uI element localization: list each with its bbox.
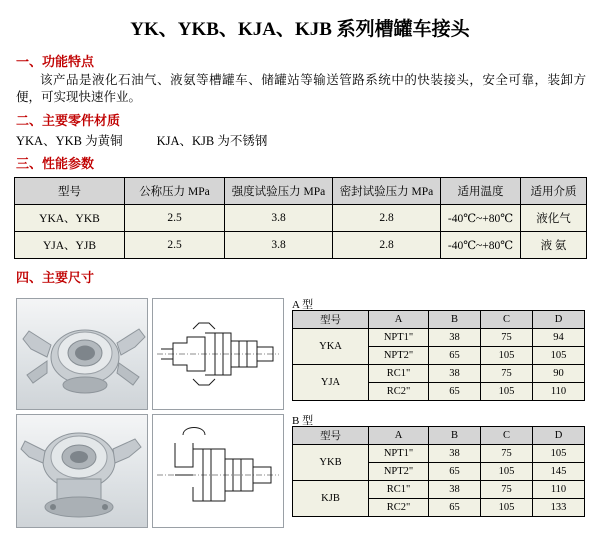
dim-a-r1-c2: 65 (429, 347, 481, 365)
page-title: YK、YKB、KJA、KJB 系列槽罐车接头 (130, 19, 470, 40)
dim-b-r0-c4: 105 (533, 445, 585, 463)
perf-r1-c2: 3.8 (225, 232, 333, 259)
table-row (293, 329, 585, 347)
perf-col-5: 适用介质 (521, 178, 587, 205)
dim-a-r0-c3: 75 (481, 329, 533, 347)
table-row (293, 481, 585, 499)
dim-b-r2-c2: 38 (429, 481, 481, 499)
perf-col-1: 公称压力 MPa (125, 178, 225, 205)
dim-b-r0-model: YKB (293, 445, 369, 481)
dimension-table-b (292, 426, 585, 517)
material-right-text: KJA、KJB 为不锈钢 (156, 134, 268, 148)
dim-a-r1-c3: 105 (481, 347, 533, 365)
type-b-label: B 型 (292, 415, 314, 427)
dim-a-r1-c4: 105 (533, 347, 585, 365)
dim-b-col-2: B (429, 427, 481, 445)
dim-a-r2-c4: 90 (533, 365, 585, 383)
perf-r0-c1: 2.5 (125, 205, 225, 232)
coupling-drawing-b (152, 414, 284, 528)
dim-a-r3-c3: 105 (481, 383, 533, 401)
dim-a-r0-c2: 38 (429, 329, 481, 347)
dim-b-r3-c4: 133 (533, 499, 585, 517)
section-heading-dimensions: 四、主要尺寸 (16, 270, 95, 285)
dim-a-r2-c1: RC1" (369, 365, 429, 383)
dim-b-r2-c4: 110 (533, 481, 585, 499)
dim-b-r1-c3: 105 (481, 463, 533, 481)
dim-a-r2-c2: 38 (429, 365, 481, 383)
perf-col-0: 型号 (15, 178, 125, 205)
dim-a-r0-c1: NPT1" (369, 329, 429, 347)
dim-a-col-2: B (429, 311, 481, 329)
type-a-label: A 型 (292, 299, 314, 311)
perf-r1-c1: 2.5 (125, 232, 225, 259)
dim-b-col-1: A (369, 427, 429, 445)
table-header-row (293, 427, 585, 445)
dim-a-col-0: 型号 (293, 311, 369, 329)
coupling-photo-a (16, 298, 148, 410)
perf-r1-c4: -40℃~+80℃ (441, 232, 521, 259)
table-row (15, 205, 587, 232)
perf-r0-c4: -40℃~+80℃ (441, 205, 521, 232)
perf-col-3: 密封试验压力 MPa (333, 178, 441, 205)
perf-r0-c2: 3.8 (225, 205, 333, 232)
dim-b-col-3: C (481, 427, 533, 445)
section-heading-performance: 三、性能参数 (16, 156, 95, 171)
dim-a-r2-model: YJA (293, 365, 369, 401)
perf-col-2: 强度试验压力 MPa (225, 178, 333, 205)
dim-a-col-1: A (369, 311, 429, 329)
performance-table (14, 177, 587, 259)
perf-r0-c5: 液化气 (521, 205, 587, 232)
section-heading-features: 一、功能特点 (16, 54, 95, 69)
dim-b-r1-c2: 65 (429, 463, 481, 481)
table-row (293, 445, 585, 463)
material-left-text: YKA、YKB 为黄铜 (16, 134, 123, 148)
dim-a-col-3: C (481, 311, 533, 329)
dim-b-col-0: 型号 (293, 427, 369, 445)
dim-b-r2-model: KJB (293, 481, 369, 517)
dim-b-r2-c3: 75 (481, 481, 533, 499)
table-header-row (293, 311, 585, 329)
dim-a-r0-model: YKA (293, 329, 369, 365)
coupling-drawing-a (152, 298, 284, 410)
perf-col-4: 适用温度 (441, 178, 521, 205)
dim-a-r1-c1: NPT2" (369, 347, 429, 365)
dim-a-r3-c1: RC2" (369, 383, 429, 401)
perf-r1-c5: 液 氨 (521, 232, 587, 259)
dim-a-col-4: D (533, 311, 585, 329)
dimension-table-a (292, 310, 585, 401)
dim-b-r1-c1: NPT2" (369, 463, 429, 481)
dim-b-r1-c4: 145 (533, 463, 585, 481)
dim-b-r3-c3: 105 (481, 499, 533, 517)
dimensions-area (0, 292, 600, 542)
dim-b-r3-c1: RC2" (369, 499, 429, 517)
table-row (15, 232, 587, 259)
table-row (293, 365, 585, 383)
perf-r0-c0: YKA、YKB (15, 205, 125, 232)
perf-r1-c3: 2.8 (333, 232, 441, 259)
perf-r0-c3: 2.8 (333, 205, 441, 232)
dim-b-r0-c3: 75 (481, 445, 533, 463)
perf-r1-c0: YJA、YJB (15, 232, 125, 259)
features-body-text: 该产品是液化石油气、液氨等槽罐车、储罐站等输送管路系统中的快装接头，安全可靠，装卸方便，可实现快速作业。 (16, 73, 586, 104)
dim-a-r0-c4: 94 (533, 329, 585, 347)
table-header-row (15, 178, 587, 205)
material-line (16, 131, 600, 149)
coupling-photo-b (16, 414, 148, 528)
dim-b-r3-c2: 65 (429, 499, 481, 517)
section-heading-material: 二、主要零件材质 (16, 113, 121, 128)
dim-a-r3-c2: 65 (429, 383, 481, 401)
dim-a-r3-c4: 110 (533, 383, 585, 401)
dim-b-r2-c1: RC1" (369, 481, 429, 499)
dim-b-r0-c1: NPT1" (369, 445, 429, 463)
dim-a-r2-c3: 75 (481, 365, 533, 383)
dim-b-r0-c2: 38 (429, 445, 481, 463)
dim-b-col-4: D (533, 427, 585, 445)
